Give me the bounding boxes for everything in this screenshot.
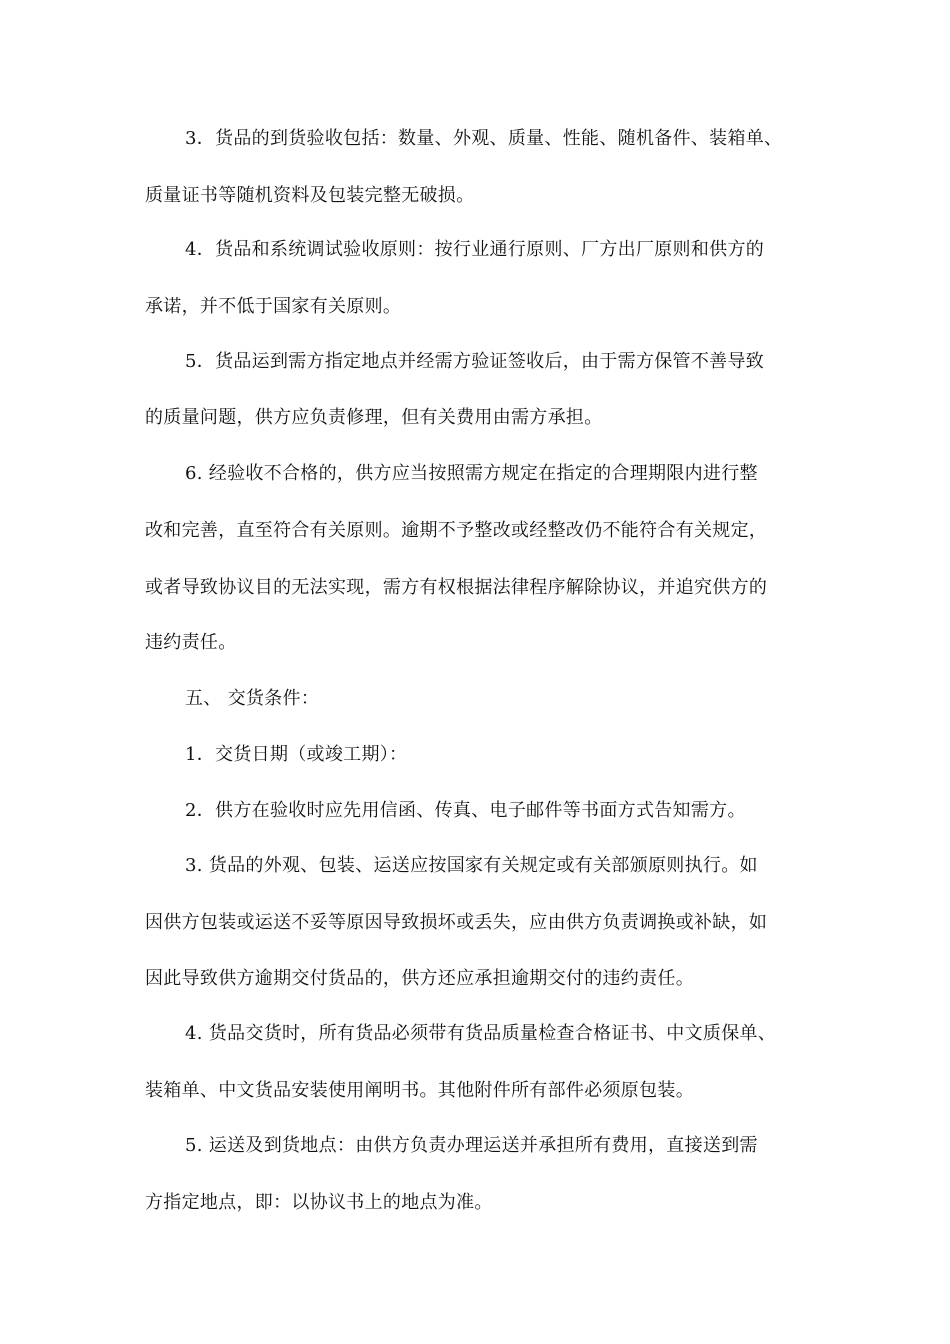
clause-6-line-3: 或者导致协议目的无法实现，需方有权根据法律程序解除协议，并追究供方的: [145, 577, 768, 598]
delivery-clause-3-line-3: 因此导致供方逾期交付货品的，供方还应承担逾期交付的违约责任。: [145, 968, 694, 989]
delivery-clause-4-line-1: 4. 货品交货时，所有货品必须带有货品质量检查合格证书、中文质保单、: [185, 1023, 777, 1044]
delivery-clause-5-line-1: 5. 运送及到货地点：由供方负责办理运送并承担所有费用，直接送到需: [185, 1135, 758, 1156]
clause-6-line-1: 6. 经验收不合格的，供方应当按照需方规定在指定的合理期限内进行整: [185, 463, 758, 484]
delivery-clause-2: 2．供方在验收时应先用信函、传真、电子邮件等书面方式告知需方。: [185, 800, 746, 821]
delivery-clause-4-line-2: 装箱单、中文货品安装使用阐明书。其他附件所有部件必须原包装。: [145, 1080, 694, 1101]
clause-5-line-1: 5．货品运到需方指定地点并经需方验证签收后，由于需方保管不善导致: [185, 351, 765, 372]
delivery-clause-3-line-2: 因供方包装或运送不妥等原因导致损坏或丢失，应由供方负责调换或补缺，如: [145, 912, 768, 933]
clause-6-line-4: 违约责任。: [145, 632, 237, 653]
clause-3-line-2: 质量证书等随机资料及包装完整无破损。: [145, 185, 475, 206]
clause-4-line-2: 承诺，并不低于国家有关原则。: [145, 296, 402, 317]
delivery-clause-3-line-1: 3. 货品的外观、包装、运送应按国家有关规定或有关部颁原则执行。如: [185, 855, 758, 876]
clause-5-line-2: 的质量问题，供方应负责修理，但有关费用由需方承担。: [145, 407, 603, 428]
delivery-clause-1: 1．交货日期（或竣工期）：: [185, 744, 408, 765]
delivery-clause-5-line-2: 方指定地点，即：以协议书上的地点为准。: [145, 1192, 493, 1213]
section-heading-delivery: 五、 交货条件：: [185, 688, 320, 709]
clause-4-line-1: 4．货品和系统调试验收原则：按行业通行原则、厂方出厂原则和供方的: [185, 239, 765, 260]
clause-3-line-1: 3．货品的到货验收包括：数量、外观、质量、性能、随机备件、装箱单、: [185, 128, 783, 149]
clause-6-line-2: 改和完善，直至符合有关原则。逾期不予整改或经整改仍不能符合有关规定，: [145, 520, 768, 541]
